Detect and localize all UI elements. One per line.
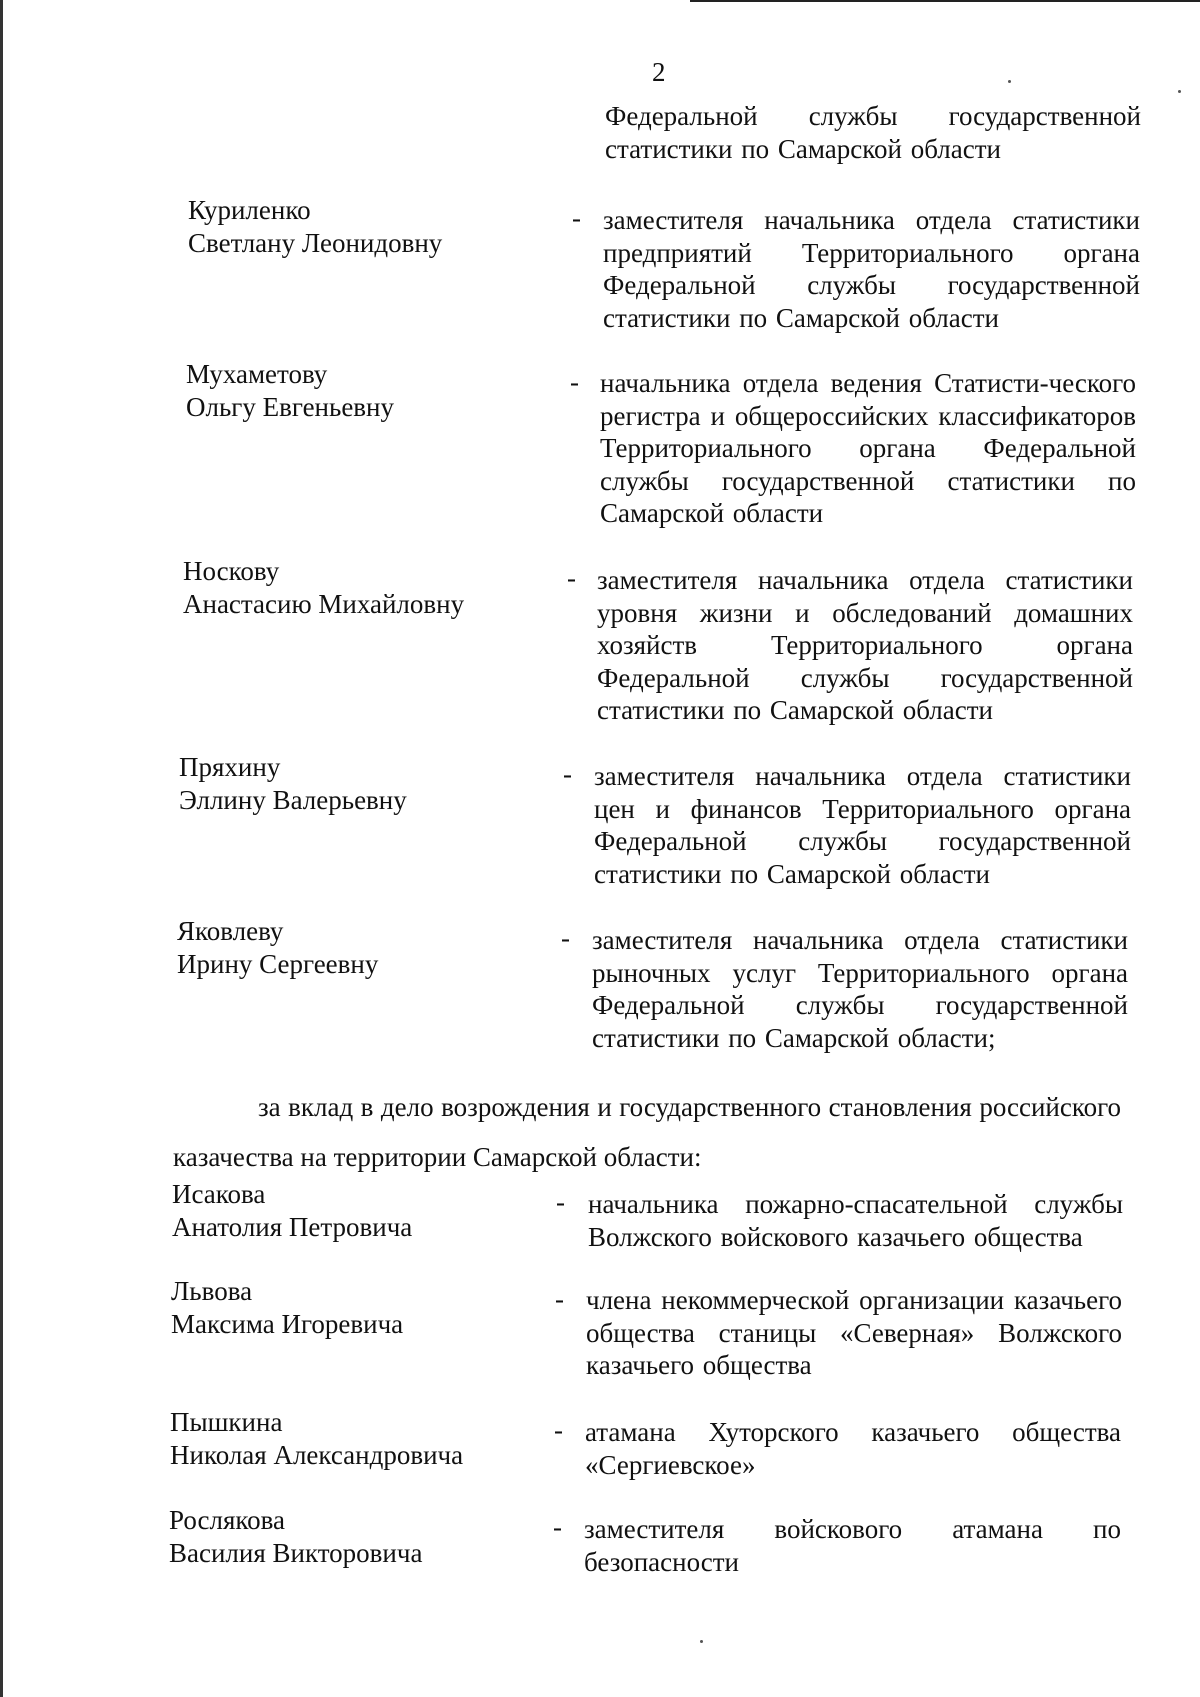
entry-description: заместителя начальника отдела статистики уровня жизни и обследований домашних хозяйств Территориального органа Федеральной службы государственной статистики по Самарской области	[597, 565, 1133, 725]
section-paragraph: за вклад в дело возрождения и государственного становления российского казачества на территории Самарской области:	[173, 1092, 1121, 1172]
entry-name: Львова Максима Игоревича	[171, 1276, 404, 1339]
scan-speck	[1008, 80, 1011, 83]
entry-dash: -	[570, 367, 579, 397]
entry-description: заместителя войскового атамана по безопасности	[584, 1514, 1121, 1577]
entry-name: Яковлеву Ирину Сергеевну	[177, 916, 379, 979]
entry-description: заместителя начальника отдела статистики предприятий Территориального органа Федеральной службы государственной статистики по Самарской области	[603, 205, 1140, 333]
entry-description: начальника отдела ведения Статисти-ческого регистра и общероссийских классификаторов Территориального органа Федеральной службы государственной статистики по Самарской области	[600, 368, 1136, 528]
entry-description: заместителя начальника отдела статистики цен и финансов Территориального органа Федеральной службы государственной статистики по Самарской области	[594, 761, 1131, 889]
entry-name: Пышкина Николая Александровича	[170, 1407, 464, 1470]
page-number: 2	[652, 57, 666, 87]
entry-dash: -	[553, 1512, 562, 1542]
entry-name: Пряхину Эллину Валерьевну	[179, 752, 407, 815]
entry-description: члена некоммерческой организации казачьего общества станицы «Северная» Волжского казачьего общества	[586, 1285, 1122, 1380]
entry-description: заместителя начальника отдела статистики рыночных услуг Территориального органа Федеральной службы государственной статистики по Самарской области;	[592, 925, 1128, 1053]
left-border-line	[0, 0, 3, 1697]
scan-speck	[1178, 90, 1181, 93]
entry-dash: -	[561, 923, 570, 953]
entry-dash: -	[567, 563, 576, 593]
scan-speck	[700, 1640, 703, 1643]
continuation-text: Федеральной службы государственной статистики по Самарской области	[605, 101, 1141, 164]
entry-description: атамана Хуторского казачьего общества «Сергиевское»	[585, 1417, 1121, 1480]
entry-name: Куриленко Светлану Леонидовну	[188, 195, 443, 258]
entry-name: Мухаметову Ольгу Евгеньевну	[186, 359, 394, 422]
top-border-line	[690, 0, 1200, 2]
entry-name: Носкову Анастасию Михайловну	[183, 556, 465, 619]
entry-name: Исакова Анатолия Петровича	[172, 1179, 413, 1242]
entry-description: начальника пожарно-спасательной службы Волжского войскового казачьего общества	[588, 1189, 1123, 1252]
entry-dash: -	[556, 1187, 565, 1217]
entry-dash: -	[554, 1415, 563, 1445]
entry-dash: -	[563, 759, 572, 789]
entry-dash: -	[572, 203, 581, 233]
entry-name: Рослякова Василия Викторовича	[169, 1505, 423, 1568]
entry-dash: -	[555, 1284, 564, 1314]
